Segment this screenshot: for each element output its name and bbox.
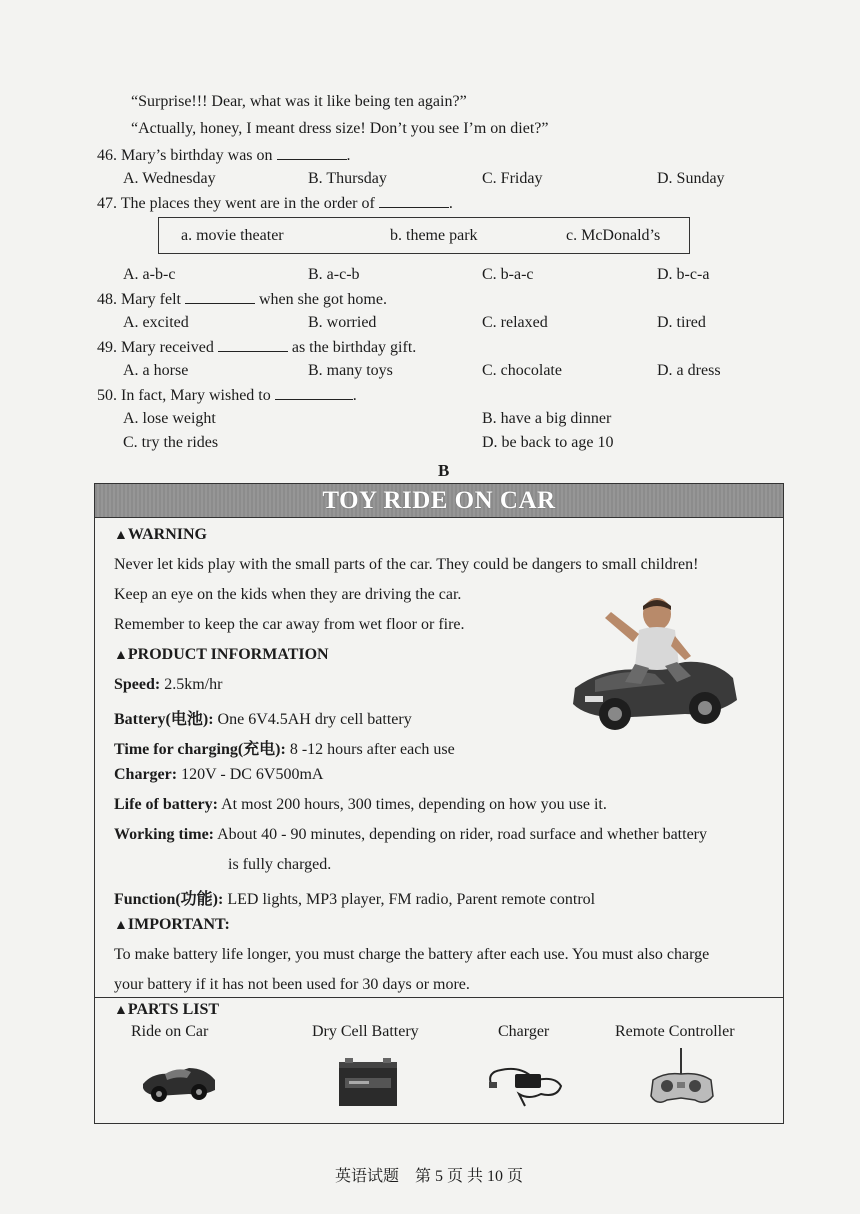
question-stem: In fact, Mary wished to bbox=[121, 387, 271, 404]
warning-line-1: Never let kids play with the small parts of the car. They could be dangers to small children! bbox=[114, 556, 699, 573]
part-label-battery: Dry Cell Battery bbox=[312, 1023, 419, 1040]
spec-function bbox=[114, 886, 595, 909]
question-number: 50. bbox=[97, 387, 117, 404]
warning-heading bbox=[114, 526, 207, 544]
option-50-b: B. have a big dinner bbox=[482, 410, 612, 427]
option-47-a: A. a-b-c bbox=[123, 266, 176, 283]
spec-value: At most 200 hours, 300 times, depending on how you use it. bbox=[217, 796, 607, 813]
spec-value: 120V - DC 6V500mA bbox=[177, 766, 324, 783]
question-stem-end: . bbox=[448, 195, 453, 212]
question-number: 46. bbox=[97, 147, 117, 164]
warning-line-3: Remember to keep the car away from wet floor or fire. bbox=[114, 616, 465, 633]
option-49-a: A. a horse bbox=[123, 362, 189, 379]
option-49-c: C. chocolate bbox=[482, 362, 562, 379]
answer-blank bbox=[185, 289, 255, 304]
part-label-remote: Remote Controller bbox=[615, 1023, 735, 1040]
question-stem-end: when she got home. bbox=[258, 291, 387, 308]
spec-label: Working time: bbox=[114, 826, 214, 843]
place-c: c. McDonald’s bbox=[566, 227, 661, 244]
question-stem: Mary received bbox=[121, 339, 214, 356]
option-50-c: C. try the rides bbox=[123, 434, 219, 451]
dialogue-line-1: “Surprise!!! Dear, what was it like being ten again?” bbox=[131, 93, 467, 110]
spec-label: Battery(电池): bbox=[114, 711, 214, 728]
option-47-c: C. b-a-c bbox=[482, 266, 534, 283]
question-number: 47. bbox=[97, 195, 117, 212]
option-49-d: D. a dress bbox=[657, 362, 721, 379]
question-stem-end: . bbox=[352, 387, 357, 404]
parts-heading bbox=[114, 1001, 219, 1019]
question-stem: Mary felt bbox=[121, 291, 181, 308]
triangle-icon: ▲ bbox=[114, 918, 128, 933]
spec-label: Function(功能): bbox=[114, 891, 224, 908]
spec-value: 8 -12 hours after each use bbox=[285, 741, 455, 758]
option-46-a: A. Wednesday bbox=[123, 170, 216, 187]
triangle-icon: ▲ bbox=[114, 1003, 128, 1018]
option-47-b: B. a-c-b bbox=[308, 266, 360, 283]
question-stem: Mary’s birthday was on bbox=[121, 147, 273, 164]
product-heading bbox=[114, 646, 329, 664]
spec-label: Life of battery: bbox=[114, 796, 218, 813]
option-50-a: A. lose weight bbox=[123, 410, 216, 427]
option-46-c: C. Friday bbox=[482, 170, 543, 187]
page-footer: 英语试题 第 5 页 共 10 页 bbox=[335, 1168, 524, 1185]
important-line-2: your battery if it has not been used for 30 days or more. bbox=[114, 976, 470, 993]
option-46-d: D. Sunday bbox=[657, 170, 725, 187]
option-46-b: B. Thursday bbox=[308, 170, 387, 187]
question-number: 48. bbox=[97, 291, 117, 308]
answer-blank bbox=[275, 385, 353, 400]
spec-speed bbox=[114, 676, 222, 694]
warning-line-2: Keep an eye on the kids when they are driving the car. bbox=[114, 586, 462, 603]
question-stem-end: as the birthday gift. bbox=[291, 339, 417, 356]
product-heading-text: PRODUCT INFORMATION bbox=[127, 646, 329, 663]
spec-label: Time for charging(充电): bbox=[114, 741, 286, 758]
warning-heading-text: WARNING bbox=[127, 526, 207, 543]
spec-battery bbox=[114, 706, 412, 729]
place-a: a. movie theater bbox=[181, 227, 284, 244]
charger-icon bbox=[485, 1054, 567, 1108]
spec-working-time-cont: is fully charged. bbox=[228, 856, 332, 873]
question-50 bbox=[97, 385, 357, 406]
parts-divider bbox=[95, 997, 783, 998]
spec-label: Charger: bbox=[114, 766, 178, 783]
option-48-b: B. worried bbox=[308, 314, 377, 331]
spec-charger bbox=[114, 766, 323, 784]
spec-label: Speed: bbox=[114, 676, 161, 693]
question-stem-end: . bbox=[346, 147, 351, 164]
toy-ad-box bbox=[94, 483, 784, 1124]
battery-icon bbox=[335, 1056, 401, 1108]
spec-battery-life bbox=[114, 796, 607, 814]
spec-value: 2.5km/hr bbox=[160, 676, 223, 693]
spec-value: One 6V4.5AH dry cell battery bbox=[213, 711, 412, 728]
option-48-d: D. tired bbox=[657, 314, 706, 331]
important-line-1: To make battery life longer, you must charge the battery after each use. You must also charge bbox=[114, 946, 710, 963]
important-heading bbox=[114, 916, 230, 934]
kid-ride-on-car-photo bbox=[565, 596, 745, 744]
question-stem: The places they went are in the order of bbox=[120, 195, 375, 212]
option-50-d: D. be back to age 10 bbox=[482, 434, 614, 451]
question-48 bbox=[97, 289, 387, 310]
spec-value: About 40 - 90 minutes, depending on rider, road surface and whether battery bbox=[214, 826, 707, 843]
spec-charging-time bbox=[114, 736, 455, 759]
spec-value: LED lights, MP3 player, FM radio, Parent remote control bbox=[223, 891, 596, 908]
triangle-icon: ▲ bbox=[114, 648, 128, 663]
triangle-icon: ▲ bbox=[114, 528, 128, 543]
parts-heading-text: PARTS LIST bbox=[127, 1001, 220, 1018]
spec-working-time bbox=[114, 826, 707, 844]
option-48-c: C. relaxed bbox=[482, 314, 548, 331]
answer-blank bbox=[277, 145, 347, 160]
option-48-a: A. excited bbox=[123, 314, 189, 331]
part-label-car: Ride on Car bbox=[131, 1023, 209, 1040]
question-number: 49. bbox=[97, 339, 117, 356]
option-49-b: B. many toys bbox=[308, 362, 393, 379]
option-47-d: D. b-c-a bbox=[657, 266, 710, 283]
important-heading-text: IMPORTANT: bbox=[127, 916, 230, 933]
answer-blank bbox=[218, 337, 288, 352]
place-b: b. theme park bbox=[390, 227, 478, 244]
question-49 bbox=[97, 337, 416, 358]
remote-controller-icon bbox=[647, 1046, 717, 1110]
ad-title: TOY RIDE ON CAR bbox=[95, 484, 783, 518]
part-label-charger: Charger bbox=[498, 1023, 550, 1040]
ride-on-car-icon bbox=[139, 1054, 219, 1104]
section-label: B bbox=[438, 461, 450, 480]
answer-blank bbox=[379, 193, 449, 208]
places-box bbox=[158, 217, 690, 254]
question-46 bbox=[97, 145, 351, 166]
dialogue-line-2: “Actually, honey, I meant dress size! Don’t you see I’m on diet?” bbox=[131, 120, 549, 137]
question-47 bbox=[97, 193, 453, 214]
